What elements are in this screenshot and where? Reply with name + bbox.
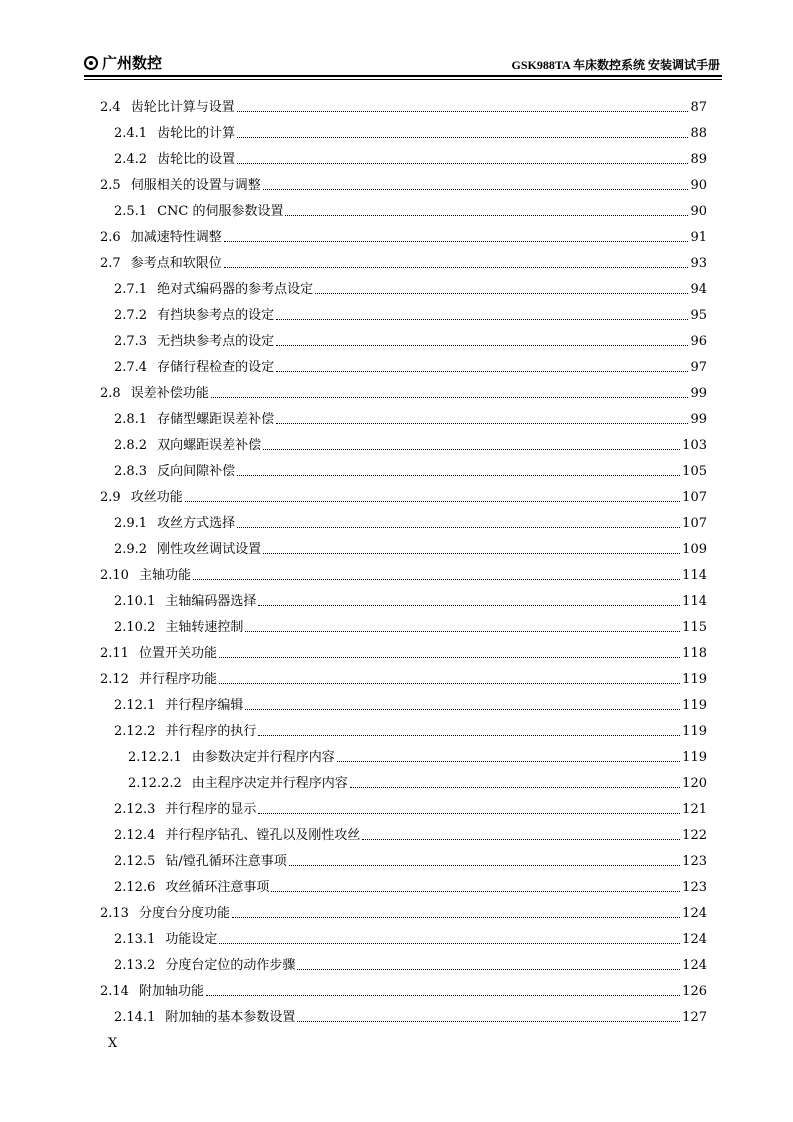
toc-entry-title: 并行程序功能 [138,672,217,687]
toc-dot-leader [219,683,680,684]
toc-entry-title: 存储型螺距误差补偿 [157,412,275,427]
toc-entry-page: 121 [682,802,707,817]
toc-entry[interactable] [100,902,707,922]
toc-entry-number: 2.4.2 [114,152,148,167]
toc-entry-number: 2.12.2.1 [128,750,182,765]
toc-dot-leader [285,215,688,216]
toc-dot-leader [271,891,680,892]
toc-entry-number: 2.8.1 [114,412,148,427]
toc-dot-leader [315,293,688,294]
toc-entry-page: 123 [682,854,707,869]
toc-dot-leader [245,631,680,632]
toc-entry-page: 124 [682,958,707,973]
toc-entry-title: 钻/镗孔循环注意事项 [165,854,287,869]
toc-entry-title: 齿轮比的计算 [157,126,236,141]
toc-entry[interactable] [114,304,707,324]
toc-entry-page: 91 [690,230,707,245]
toc-entry-title: 攻丝功能 [130,490,183,505]
toc-entry-page: 93 [690,256,707,271]
toc-dot-leader [276,371,688,372]
toc-dot-leader [232,917,680,918]
toc-entry[interactable] [100,252,707,272]
toc-entry-number: 2.12.2 [114,724,156,739]
toc-entry-page: 114 [682,568,707,583]
toc-entry[interactable] [114,200,707,220]
toc-dot-leader [224,241,689,242]
toc-dot-leader [193,579,680,580]
toc-entry[interactable] [114,1006,707,1026]
toc-dot-leader [224,267,689,268]
toc-entry-page: 87 [690,100,707,115]
toc-entry[interactable] [100,382,707,402]
toc-dot-leader [263,189,689,190]
toc-entry-number: 2.7.1 [114,282,148,297]
toc-dot-leader [237,475,680,476]
toc-dot-leader [276,423,688,424]
toc-entry[interactable] [114,616,707,636]
toc-entry-page: 122 [682,828,707,843]
toc-entry-number: 2.12.2.2 [128,776,182,791]
toc-entry-page: 99 [690,412,707,427]
document-title: GSK988TA 车床数控系统 安装调试手册 [511,58,720,72]
toc-entry-title: 附加轴功能 [138,984,204,999]
toc-entry-title: 伺服相关的设置与调整 [130,178,261,193]
toc-dot-leader [237,137,688,138]
toc-entry[interactable] [100,668,707,688]
toc-dot-leader [362,839,680,840]
toc-entry[interactable] [114,512,707,532]
toc-entry-title: 由主程序决定并行程序内容 [191,776,348,791]
toc-entry-number: 2.12.5 [114,854,156,869]
toc-entry[interactable] [114,798,707,818]
toc-entry-page: 119 [682,698,707,713]
toc-dot-leader [263,553,680,554]
toc-entry[interactable] [114,434,707,454]
toc-entry-page: 107 [682,490,707,505]
toc-entry-title: 误差补偿功能 [130,386,209,401]
toc-entry[interactable] [114,954,707,974]
toc-entry-page: 105 [682,464,707,479]
toc-dot-leader [245,709,680,710]
toc-entry-page: 115 [682,620,707,635]
company-logo [84,52,162,73]
toc-dot-leader [297,1021,680,1022]
toc-entry-page: 107 [682,516,707,531]
toc-entry-title: 位置开关功能 [138,646,217,661]
toc-entry-number: 2.4 [100,100,121,115]
toc-entry-number: 2.4.1 [114,126,148,141]
toc-entry-number: 2.8.3 [114,464,148,479]
toc-entry[interactable] [114,278,707,298]
toc-entry-title: 分度台定位的动作步骤 [165,958,296,973]
toc-entry-page: 114 [682,594,707,609]
toc-entry[interactable] [114,590,707,610]
toc-entry-page: 123 [682,880,707,895]
toc-entry-number: 2.10.1 [114,594,156,609]
toc-entry-number: 2.10.2 [114,620,156,635]
toc-entry-number: 2.8 [100,386,121,401]
toc-dot-leader [258,605,680,606]
toc-entry-page: 124 [682,906,707,921]
toc-entry-page: 99 [690,386,707,401]
toc-entry-page: 88 [690,126,707,141]
toc-entry[interactable] [100,226,707,246]
header-divider-thin [84,79,722,80]
toc-entry[interactable] [114,876,707,896]
toc-entry-number: 2.6 [100,230,121,245]
toc-entry-title: 并行程序的执行 [165,724,257,739]
toc-entry-number: 2.5.1 [114,204,148,219]
toc-dot-leader [219,657,680,658]
toc-entry[interactable] [100,174,707,194]
toc-entry[interactable] [114,720,707,740]
toc-entry-title: 主轴转速控制 [165,620,244,635]
toc-entry-title: 双向螺距误差补偿 [157,438,262,453]
toc-entry-page: 95 [690,308,707,323]
toc-dot-leader [350,787,680,788]
toc-dot-leader [258,735,680,736]
toc-entry-number: 2.7 [100,256,121,271]
toc-entry-number: 2.12.3 [114,802,156,817]
toc-entry-title: CNC 的伺服参数设置 [157,204,284,219]
toc-entry-title: 刚性攻丝调试设置 [157,542,262,557]
toc-entry-page: 119 [682,672,707,687]
page-number: X [108,1036,118,1051]
toc-entry[interactable] [128,746,707,766]
toc-dot-leader [263,449,680,450]
toc-entry[interactable] [114,850,707,870]
toc-entry-title: 有挡块参考点的设定 [157,308,275,323]
toc-entry-number: 2.7.3 [114,334,148,349]
toc-dot-leader [219,943,680,944]
toc-entry-title: 并行程序的显示 [165,802,257,817]
logo-text: 广州数控 [102,54,163,72]
header-divider [84,75,722,77]
toc-dot-leader [185,501,680,502]
toc-entry-number: 2.14.1 [114,1010,156,1025]
toc-entry[interactable] [128,772,707,792]
toc-entry[interactable] [114,538,707,558]
toc-entry-title: 并行程序钻孔、镗孔以及刚性攻丝 [165,828,361,843]
toc-entry-number: 2.12.4 [114,828,156,843]
page-header [84,52,720,74]
toc-entry[interactable] [114,824,707,844]
logo-icon [84,56,98,70]
toc-dot-leader [237,527,680,528]
toc-entry-title: 主轴功能 [138,568,191,583]
toc-entry-title: 参考点和软限位 [130,256,222,271]
toc-entry[interactable] [114,330,707,350]
toc-entry[interactable] [114,408,707,428]
toc-entry[interactable] [114,148,707,168]
toc-entry[interactable] [100,564,707,584]
toc-entry-number: 2.12 [100,672,129,687]
toc-entry-title: 分度台分度功能 [138,906,230,921]
toc-dot-leader [237,163,688,164]
toc-entry-page: 94 [690,282,707,297]
toc-entry[interactable] [114,356,707,376]
toc-entry[interactable] [114,460,707,480]
toc-entry-title: 齿轮比的设置 [157,152,236,167]
toc-entry-number: 2.13.2 [114,958,156,973]
toc-entry-page: 119 [682,750,707,765]
toc-entry-title: 加减速特性调整 [130,230,222,245]
toc-entry-page: 120 [682,776,707,791]
toc-entry-number: 2.13 [100,906,129,921]
toc-entry-number: 2.9.1 [114,516,148,531]
toc-entry-title: 攻丝方式选择 [157,516,236,531]
toc-dot-leader [289,865,680,866]
toc-entry-number: 2.14 [100,984,129,999]
toc-entry-title: 齿轮比计算与设置 [130,100,235,115]
toc-dot-leader [237,111,689,112]
toc-entry-title: 攻丝循环注意事项 [165,880,270,895]
toc-dot-leader [337,761,680,762]
toc-entry-title: 并行程序编辑 [165,698,244,713]
toc-dot-leader [258,813,680,814]
toc-entry-page: 124 [682,932,707,947]
toc-entry-title: 主轴编码器选择 [165,594,257,609]
toc-entry-number: 2.10 [100,568,129,583]
toc-entry[interactable] [114,694,707,714]
toc-entry-title: 绝对式编码器的参考点设定 [157,282,314,297]
toc-entry[interactable] [114,928,707,948]
toc-dot-leader [297,969,680,970]
toc-entry-number: 2.5 [100,178,121,193]
toc-entry-title: 功能设定 [165,932,218,947]
toc-entry-title: 无挡块参考点的设定 [157,334,275,349]
toc-dot-leader [206,995,680,996]
toc-entry-title: 附加轴的基本参数设置 [165,1010,296,1025]
toc-entry-page: 89 [690,152,707,167]
toc-entry-number: 2.12.6 [114,880,156,895]
toc-entry[interactable] [114,122,707,142]
toc-entry-page: 127 [682,1010,707,1025]
toc-entry[interactable] [100,96,707,116]
toc-entry[interactable] [100,642,707,662]
toc-entry-page: 118 [682,646,707,661]
toc-entry[interactable] [100,486,707,506]
toc-dot-leader [276,319,688,320]
toc-entry-page: 109 [682,542,707,557]
toc-entry[interactable] [100,980,707,1000]
toc-entry-page: 119 [682,724,707,739]
toc-entry-page: 97 [690,360,707,375]
toc-entry-number: 2.13.1 [114,932,156,947]
toc-entry-title: 反向间隙补偿 [157,464,236,479]
toc-entry-page: 96 [690,334,707,349]
toc-entry-title: 存储行程检查的设定 [157,360,275,375]
toc-dot-leader [276,345,688,346]
toc-entry-page: 126 [682,984,707,999]
toc-entry-number: 2.11 [100,646,129,661]
toc-entry-number: 2.7.2 [114,308,148,323]
toc-entry-page: 90 [690,178,707,193]
toc-entry-title: 由参数决定并行程序内容 [191,750,335,765]
toc-entry-number: 2.7.4 [114,360,148,375]
toc-entry-page: 90 [690,204,707,219]
toc-entry-number: 2.12.1 [114,698,156,713]
toc-entry-number: 2.8.2 [114,438,148,453]
toc-dot-leader [211,397,689,398]
toc-entry-number: 2.9.2 [114,542,148,557]
toc-entry-number: 2.9 [100,490,121,505]
toc-entry-page: 103 [682,438,707,453]
